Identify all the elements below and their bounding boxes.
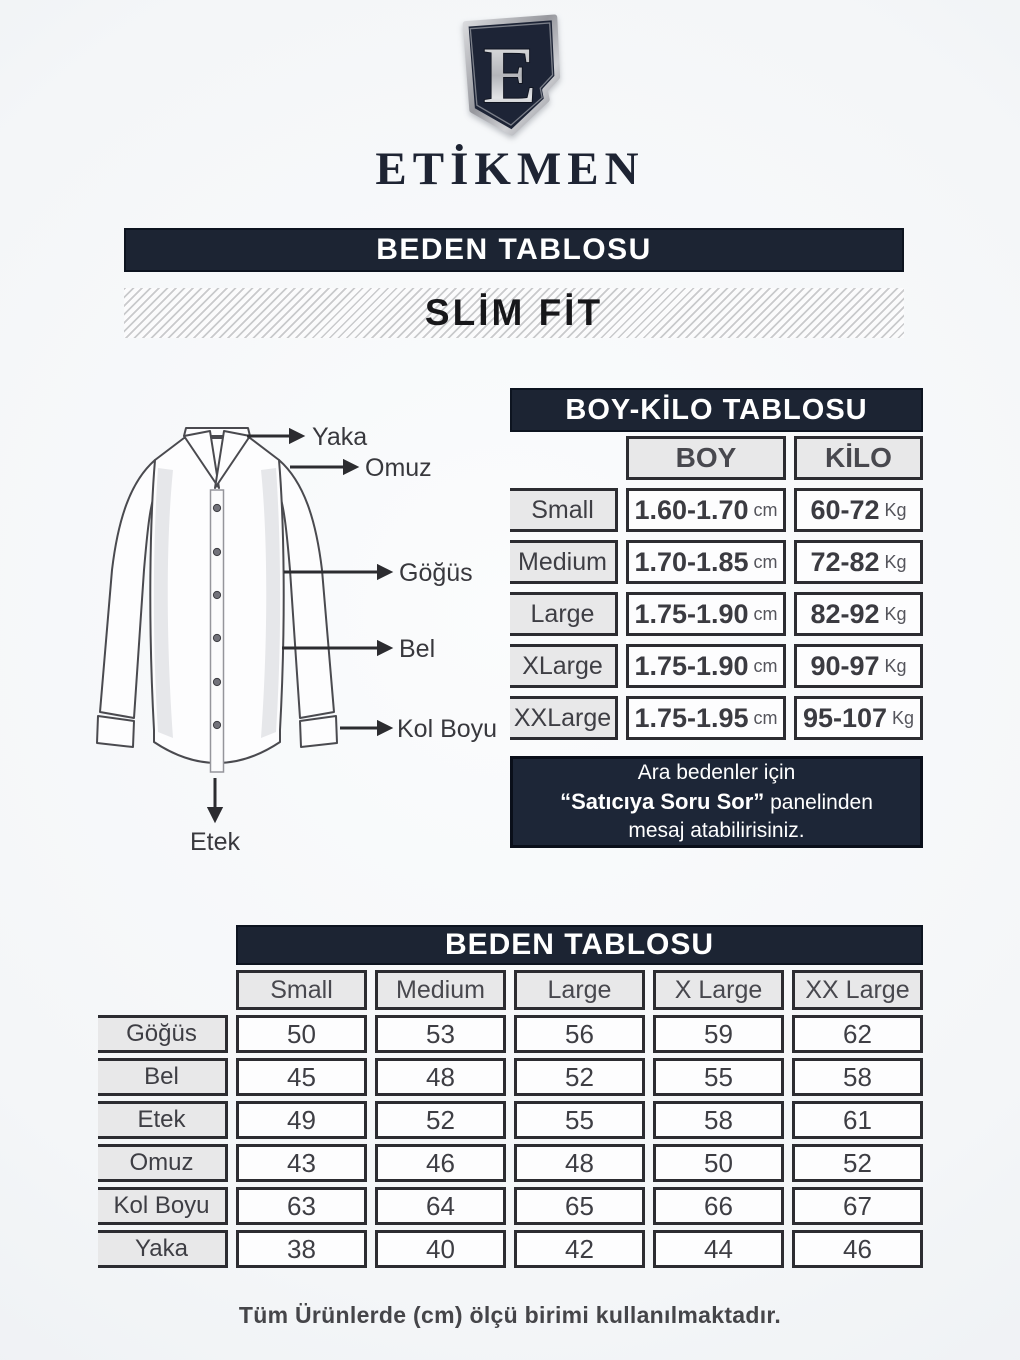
fit-style-label: SLİM FİT [424, 292, 604, 333]
col-header-x-large: X Large [653, 970, 784, 1010]
measure-cell: 48 [514, 1144, 645, 1182]
measure-cell: 58 [653, 1101, 784, 1139]
measure-cell: 52 [514, 1058, 645, 1096]
row-label-etek: Etek [98, 1101, 228, 1139]
brand-emblem-icon [458, 12, 562, 138]
col-header-boy: BOY [626, 436, 786, 480]
measure-cell: 46 [792, 1230, 923, 1268]
row-label-omuz: Omuz [98, 1144, 228, 1182]
kilo-value: 95-107 Kg [794, 696, 923, 740]
emblem-letter: E [482, 30, 538, 121]
measure-cell: 52 [792, 1144, 923, 1182]
size-row-label: XLarge [510, 644, 618, 688]
shirt-measurement-diagram [92, 400, 507, 860]
row-label-kol-boyu: Kol Boyu [98, 1187, 228, 1225]
row-label-gogus: Göğüs [98, 1015, 228, 1053]
shirt-placket [211, 490, 224, 772]
fit-style-banner [124, 288, 904, 338]
boy-kilo-table [510, 388, 923, 740]
kilo-value: 90-97 Kg [794, 644, 923, 688]
measure-cell: 49 [236, 1101, 367, 1139]
diagram-label-bel: Bel [399, 635, 436, 663]
measure-cell: 50 [236, 1015, 367, 1053]
measure-cell: 46 [375, 1144, 506, 1182]
main-title-banner [124, 228, 904, 272]
measure-cell: 65 [514, 1187, 645, 1225]
main-title: BEDEN TABLOSU [376, 233, 652, 266]
boy-value: 1.60-1.70 cm [626, 488, 786, 532]
measure-cell: 63 [236, 1187, 367, 1225]
measure-cell: 52 [375, 1101, 506, 1139]
size-row-label: Large [510, 592, 618, 636]
col-header-small: Small [236, 970, 367, 1010]
kilo-value: 82-92 Kg [794, 592, 923, 636]
measure-cell: 64 [375, 1187, 506, 1225]
col-header-large: Large [514, 970, 645, 1010]
brand-name: ETİKMEN [375, 143, 645, 195]
kilo-value: 72-82 Kg [794, 540, 923, 584]
seller-question-note [510, 756, 923, 848]
footer-unit-note: Tüm Ürünlerde (cm) ölçü birimi kullanılmaktadır. [238, 1302, 782, 1328]
measure-cell: 44 [653, 1230, 784, 1268]
measure-cell: 55 [653, 1058, 784, 1096]
size-row-label: Medium [510, 540, 618, 584]
diagram-label-omuz: Omuz [365, 454, 432, 482]
row-label-bel: Bel [98, 1058, 228, 1096]
note-line-1: Ara bedenler için [637, 761, 796, 785]
measure-cell: 55 [514, 1101, 645, 1139]
boy-value: 1.75-1.90 cm [626, 592, 786, 636]
measure-cell: 58 [792, 1058, 923, 1096]
col-header-xx-large: XX Large [792, 970, 923, 1010]
diagram-label-etek: Etek [189, 828, 241, 856]
col-header-medium: Medium [375, 970, 506, 1010]
corner-cell [510, 436, 618, 480]
beden-measurements-table [98, 925, 923, 1268]
row-label-yaka: Yaka [98, 1230, 228, 1268]
boy-value: 1.75-1.95 cm [626, 696, 786, 740]
measure-cell: 48 [375, 1058, 506, 1096]
measure-cell: 38 [236, 1230, 367, 1268]
boy-value: 1.70-1.85 cm [626, 540, 786, 584]
measure-cell: 53 [375, 1015, 506, 1053]
measure-cell: 59 [653, 1015, 784, 1053]
measure-cell: 61 [792, 1101, 923, 1139]
boy-value: 1.75-1.90 cm [626, 644, 786, 688]
note-line-3: mesaj atabilirisiniz. [628, 818, 805, 842]
beden-table-title: BEDEN TABLOSU [236, 925, 923, 965]
measure-cell: 40 [375, 1230, 506, 1268]
measure-cell: 62 [792, 1015, 923, 1053]
measure-cell: 50 [653, 1144, 784, 1182]
kilo-value: 60-72 Kg [794, 488, 923, 532]
measure-cell: 43 [236, 1144, 367, 1182]
measure-cell: 56 [514, 1015, 645, 1053]
brand-logo [0, 12, 1020, 196]
boy-kilo-table-title: BOY-KİLO TABLOSU [510, 388, 923, 432]
diagram-label-kol-boyu: Kol Boyu [397, 715, 498, 743]
boy-kilo-grid [510, 436, 923, 740]
corner-cell [98, 970, 228, 1010]
note-line-2: “Satıcıya Soru Sor” panelinden [560, 789, 873, 815]
diagram-label-yaka: Yaka [312, 423, 368, 451]
measure-cell: 45 [236, 1058, 367, 1096]
diagram-label-gogus: Göğüs [399, 559, 473, 587]
col-header-kilo: KİLO [794, 436, 923, 480]
measure-cell: 66 [653, 1187, 784, 1225]
size-row-label: XXLarge [510, 696, 618, 740]
size-row-label: Small [510, 488, 618, 532]
measure-cell: 67 [792, 1187, 923, 1225]
measure-cell: 42 [514, 1230, 645, 1268]
